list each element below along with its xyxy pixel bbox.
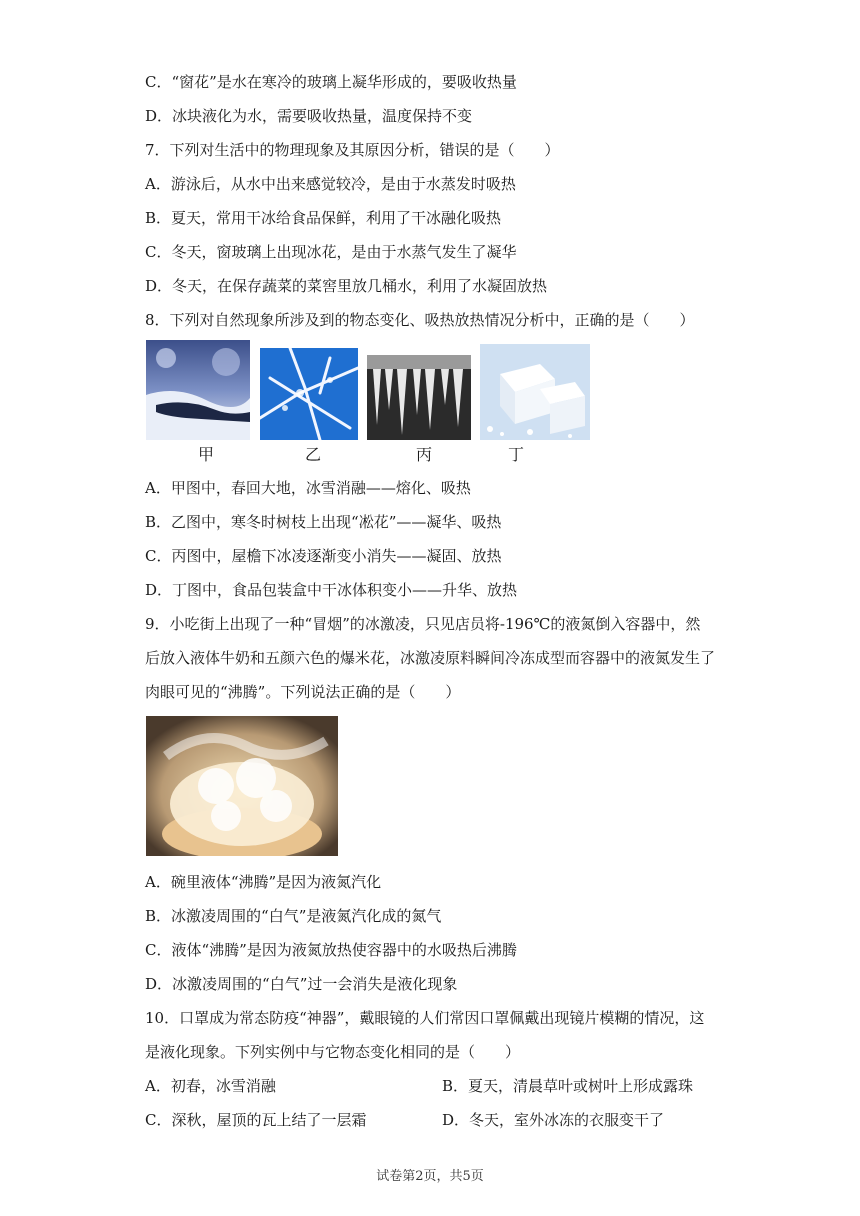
question-9-stem-line1: 9．小吃街上出现了一种“冒烟”的冰激凌，只见店员将-196℃的液氮倒入容器中，然	[145, 615, 701, 633]
page-footer: 试卷第2页，共5页	[376, 1169, 484, 1184]
q10-option-b: B．夏天，清晨草叶或树叶上形成露珠	[442, 1077, 694, 1095]
q7-option-c: C．冬天，窗玻璃上出现冰花，是由于水蒸气发生了凝华	[145, 243, 517, 261]
q10-option-c: C．深秋，屋顶的瓦上结了一层霜	[145, 1111, 367, 1129]
q8-option-c: C．丙图中，屋檐下冰凌逐渐变小消失——凝固、放热	[145, 547, 502, 565]
q8-option-d: D．丁图中，食品包装盒中干冰体积变小——升华、放热	[145, 581, 518, 599]
line-q6-d: D．冰块液化为水，需要吸收热量，温度保持不变	[145, 107, 473, 125]
q9-option-d: D．冰激凌周围的“白气”过一会消失是液化现象	[145, 975, 458, 993]
q10-option-a: A．初春，冰雪消融	[145, 1077, 276, 1095]
photo-jia-snow-river	[146, 340, 250, 440]
question-10-stem-line2: 是液化现象。下列实例中与它物态变化相同的是（ ）	[145, 1043, 521, 1061]
q9-option-b: B．冰激凌周围的“白气”是液氮汽化成的氮气	[145, 907, 442, 925]
caption-yi: 乙	[304, 445, 321, 464]
caption-bing: 丙	[415, 445, 432, 464]
q9-option-a: A．碗里液体“沸腾”是因为液氮汽化	[145, 873, 382, 891]
q7-option-a: A．游泳后，从水中出来感觉较冷，是由于水蒸发时吸热	[145, 175, 516, 193]
question-7-stem: 7．下列对生活中的物理现象及其原因分析，错误的是（ ）	[145, 141, 560, 159]
question-9-stem-line2: 后放入液体牛奶和五颜六色的爆米花，冰激凌原料瞬间冷冻成型而容器中的液氮发生了	[145, 649, 716, 667]
question-10-stem-line1: 10．口罩成为常态防疫“神器”，戴眼镜的人们常因口罩佩戴出现镜片模糊的情况，这	[145, 1009, 705, 1027]
photo-ice-cream-bowl	[146, 716, 338, 856]
caption-ding: 丁	[507, 445, 524, 464]
q7-option-d: D．冬天，在保存蔬菜的菜窖里放几桶水，利用了水凝固放热	[145, 277, 548, 295]
question-8-stem: 8．下列对自然现象所涉及到的物态变化、吸热放热情况分析中，正确的是（ ）	[145, 311, 695, 329]
line-q6-c: C．“窗花”是水在寒冷的玻璃上凝华形成的，要吸收热量	[145, 73, 517, 91]
photo-yi-rime-branches	[260, 348, 358, 440]
q10-option-d: D．冬天，室外冰冻的衣服变干了	[442, 1111, 665, 1129]
q9-option-c: C．液体“沸腾”是因为液氮放热使容器中的水吸热后沸腾	[145, 941, 517, 959]
caption-jia: 甲	[197, 445, 214, 464]
photo-bing-icicles	[367, 355, 471, 440]
q8-option-a: A．甲图中，春回大地，冰雪消融——熔化、吸热	[145, 479, 471, 497]
q7-option-b: B．夏天，常用干冰给食品保鲜，利用了干冰融化吸热	[145, 209, 502, 227]
question-9-stem-line3: 肉眼可见的“沸腾”。下列说法正确的是（ ）	[145, 683, 461, 701]
q8-option-b: B．乙图中，寒冬时树枝上出现“凇花”——凝华、吸热	[145, 513, 502, 531]
photo-ding-dry-ice	[480, 344, 590, 440]
